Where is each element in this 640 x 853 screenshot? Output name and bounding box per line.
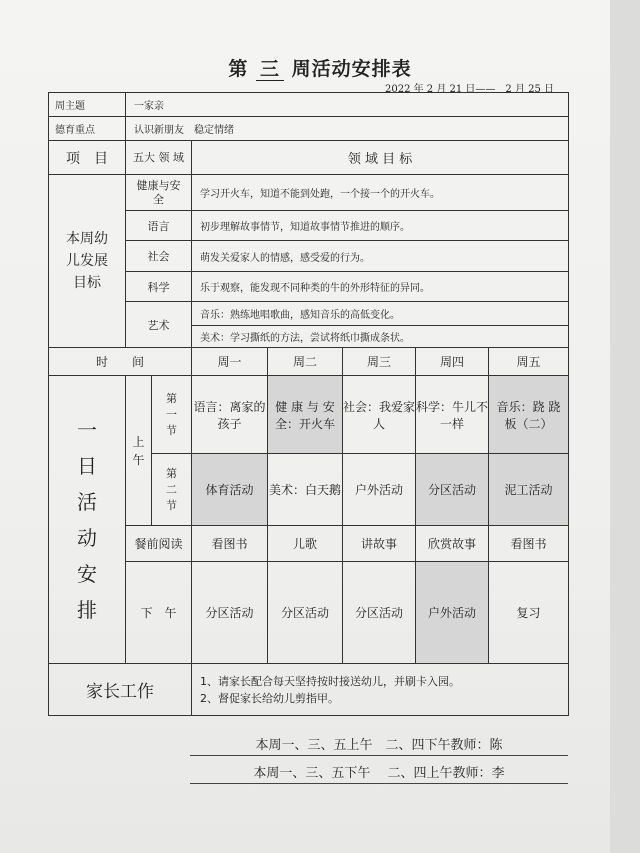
period-row	[49, 376, 569, 454]
morning-label: 上午	[126, 376, 152, 526]
goal-social: 萌发关爱家人的情感，感受爱的行为。	[192, 241, 569, 272]
schedule-table	[48, 92, 569, 716]
afternoon-cell: 分区活动	[192, 562, 268, 664]
activity-cell: 体育活动	[192, 454, 268, 526]
goals-label: 本周幼儿发展目标	[49, 175, 126, 348]
goals-header-row	[49, 141, 569, 175]
activity-cell: 社会：我爱家人	[343, 376, 416, 454]
areas-header: 五大 领 域	[126, 141, 192, 175]
goal-art-drawing: 美术：学习撕纸的方法，尝试将纸巾撕成条状。	[192, 326, 569, 348]
parents-row	[49, 664, 569, 716]
goal-row	[49, 272, 569, 302]
goal-row	[49, 302, 569, 326]
area-art: 艺术	[126, 302, 192, 348]
title-suffix: 周活动安排表	[291, 58, 412, 80]
area-language: 语言	[126, 211, 192, 241]
teacher-line: 本周一、三、五下午 二、四上午教师：李	[190, 762, 568, 784]
page-title	[0, 54, 640, 81]
reading-cell: 看图书	[192, 526, 268, 562]
activity-cell: 语言：离家的孩子	[192, 376, 268, 454]
parents-label: 家长工作	[49, 664, 192, 716]
time-header: 时 间	[49, 348, 192, 376]
teacher-line: 本周一、三、五上午 二、四下午教师：陈	[190, 734, 568, 756]
activity-cell: 分区活动	[416, 454, 489, 526]
activity-cell: 健 康 与 安 全：开火车	[268, 376, 343, 454]
activity-cell: 科学：牛儿不一样	[416, 376, 489, 454]
title-week: 三	[256, 58, 284, 81]
title-prefix: 第	[228, 58, 249, 80]
goal-health: 学习开火车，知道不能到处跑，一个接一个的开火车。	[192, 175, 569, 211]
day-header: 周一	[192, 348, 268, 376]
goal-language: 初步理解故事情节，知道故事情节推进的顺序。	[192, 211, 569, 241]
afternoon-label: 下 午	[126, 562, 192, 664]
days-header-row	[49, 348, 569, 376]
reading-cell: 儿歌	[268, 526, 343, 562]
goal-science: 乐于观察，能发现不同种类的牛的外形特征的异同。	[192, 272, 569, 302]
reading-label: 餐前阅读	[126, 526, 192, 562]
reading-cell: 欣赏故事	[416, 526, 489, 562]
goal-row	[49, 175, 569, 211]
reading-row	[49, 526, 569, 562]
moral-row	[49, 117, 569, 141]
theme-row	[49, 93, 569, 117]
goal-row	[49, 211, 569, 241]
parents-note: 2、督促家长给幼儿剪指甲。	[200, 691, 339, 705]
goal-header: 领 域 目 标	[192, 141, 569, 175]
afternoon-cell: 分区活动	[268, 562, 343, 664]
day-header: 周二	[268, 348, 343, 376]
afternoon-cell: 户外活动	[416, 562, 489, 664]
date-range: 2022 年 2 月 21 日—— 2 月 25 日	[385, 84, 555, 95]
moral-label: 德育重点	[49, 117, 126, 141]
parents-notes	[192, 664, 569, 716]
afternoon-row	[49, 562, 569, 664]
goal-row	[49, 241, 569, 272]
day-header: 周三	[343, 348, 416, 376]
day-header: 周四	[416, 348, 489, 376]
period-label: 第一节	[152, 376, 192, 454]
theme-label: 周主题	[49, 93, 126, 117]
daily-label: 一日活动安排	[49, 376, 126, 664]
reading-cell: 讲故事	[343, 526, 416, 562]
area-health: 健康与安全	[126, 175, 192, 211]
goal-art-music: 音乐：熟练地唱歌曲，感知音乐的高低变化。	[192, 302, 569, 326]
day-header: 周五	[489, 348, 569, 376]
activity-cell: 音乐：跷 跷 板（二）	[489, 376, 569, 454]
theme-value: 一家亲	[126, 93, 569, 117]
activity-cell: 泥工活动	[489, 454, 569, 526]
reading-cell: 看图书	[489, 526, 569, 562]
activity-cell: 美术：白天鹅	[268, 454, 343, 526]
activity-cell: 户外活动	[343, 454, 416, 526]
period-label: 第二节	[152, 454, 192, 526]
moral-value: 认识新朋友 稳定情绪	[126, 117, 569, 141]
item-header: 项 目	[49, 141, 126, 175]
afternoon-cell: 分区活动	[343, 562, 416, 664]
parents-note: 1、请家长配合每天坚持按时接送幼儿，并刷卡入园。	[200, 674, 460, 688]
paper-edge	[610, 0, 640, 853]
area-science: 科学	[126, 272, 192, 302]
afternoon-cell: 复习	[489, 562, 569, 664]
area-social: 社会	[126, 241, 192, 272]
